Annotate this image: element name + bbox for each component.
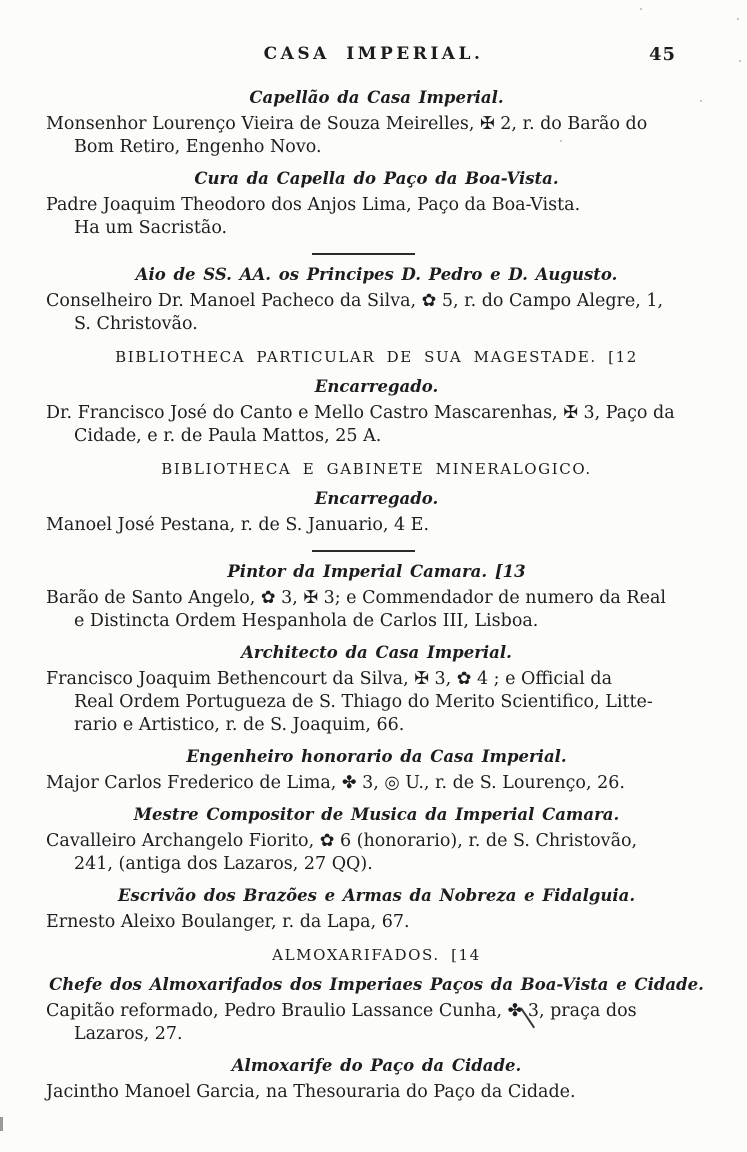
office-heading: Architecto da Casa Imperial.	[241, 643, 512, 662]
section-divider	[312, 253, 415, 255]
directory-entry	[46, 514, 707, 537]
directory-entry	[46, 911, 707, 934]
scan-speck	[700, 100, 702, 102]
directory-entry	[46, 1000, 707, 1046]
directory-entry	[46, 194, 707, 240]
office-heading: Encarregado.	[314, 489, 439, 508]
entry-line: Lazaros, 27.	[74, 1024, 183, 1044]
entry-line: Cavalleiro Archangelo Fiorito, ✿ 6 (honorario), r. de S. Christovão,	[46, 831, 638, 851]
entry-line: Major Carlos Frederico de Lima, ✤ 3, ◎ U., r. de S. Lourenço, 26.	[46, 773, 625, 793]
directory-entry	[46, 113, 707, 159]
running-head	[0, 44, 747, 66]
page-number: 45	[648, 44, 676, 65]
entry-line: Bom Retiro, Engenho Novo.	[74, 137, 322, 157]
entry-line: Ha um Sacristão.	[74, 218, 228, 238]
entry-line: Dr. Francisco José do Canto e Mello Castro Mascarenhas, ✠ 3, Paço da	[46, 403, 675, 423]
entry-line: Capitão reformado, Pedro Braulio Lassance Cunha, ✤ 3, praça dos	[46, 1001, 637, 1021]
directory-entry	[46, 290, 707, 336]
office-heading: Chefe dos Almoxarifados dos Imperiaes Paços da Boa-Vista e Cidade.	[49, 975, 704, 994]
entry-line: Padre Joaquim Theodoro dos Anjos Lima, Paço da Boa-Vista.	[46, 195, 581, 215]
office-heading: Escrivão dos Brazões e Armas da Nobreza e Fidalguia.	[117, 886, 636, 905]
entry-line: Real Ordem Portugueza de S. Thiago do Merito Scientifico, Litte-	[74, 692, 653, 712]
directory-entry	[46, 587, 707, 633]
entry-line: Ernesto Aleixo Boulanger, r. da Lapa, 67.	[46, 912, 410, 932]
office-heading: Capellão da Casa Imperial.	[249, 88, 504, 107]
entry-line: Conselheiro Dr. Manoel Pacheco da Silva, ✿ 5, r. do Campo Alegre, 1,	[46, 291, 664, 311]
directory-entry	[46, 402, 707, 448]
directory-entry	[46, 668, 707, 737]
directory-entry	[46, 1081, 707, 1104]
office-heading: Aio de SS. AA. os Principes D. Pedro e D. Augusto.	[135, 265, 618, 284]
office-heading: Mestre Compositor de Musica da Imperial Camara.	[133, 805, 620, 824]
entry-line: S. Christovão.	[74, 314, 198, 334]
office-heading: Pintor da Imperial Camara. [13	[227, 562, 526, 581]
scan-artifact-edge-mark	[0, 1117, 3, 1131]
entry-line: Jacintho Manoel Garcia, na Thesouraria do Paço da Cidade.	[46, 1082, 576, 1102]
scan-speck	[640, 8, 642, 10]
directory-entry	[46, 772, 707, 795]
section-heading: BIBLIOTHECA E GABINETE MINERALOGICO.	[161, 460, 592, 478]
entry-line: rario e Artistico, r. de S. Joaquim, 66.	[74, 715, 405, 735]
office-heading: Encarregado.	[314, 377, 439, 396]
office-heading: Almoxarife do Paço da Cidade.	[231, 1056, 522, 1075]
directory-entry	[46, 830, 707, 876]
entry-line: Francisco Joaquim Bethencourt da Silva, ✠ 3, ✿ 4 ; e Official da	[46, 669, 613, 689]
entry-line: Manoel José Pestana, r. de S. Januario, 4 E.	[46, 515, 430, 535]
entry-line: e Distincta Ordem Hespanhola de Carlos III, Lisboa.	[74, 611, 539, 631]
section-heading: BIBLIOTHECA PARTICULAR DE SUA MAGESTADE. [12	[115, 348, 638, 366]
scan-speck	[739, 60, 741, 62]
page-body	[46, 78, 707, 1108]
office-heading: Cura da Capella do Paço da Boa-Vista.	[194, 169, 559, 188]
entry-line: Barão de Santo Angelo, ✿ 3, ✠ 3; e Commendador de numero da Real	[46, 588, 666, 608]
scan-speck	[737, 18, 739, 20]
page-title: CASA IMPERIAL.	[263, 44, 484, 64]
section-heading: ALMOXARIFADOS. [14	[272, 946, 481, 964]
entry-line: Monsenhor Lourenço Vieira de Souza Meirelles, ✠ 2, r. do Barão do	[46, 114, 648, 134]
section-divider	[312, 550, 415, 552]
scan-speck	[560, 140, 562, 142]
entry-line: 241, (antiga dos Lazaros, 27 QQ).	[74, 854, 373, 874]
office-heading: Engenheiro honorario da Casa Imperial.	[186, 747, 567, 766]
entry-line: Cidade, e r. de Paula Mattos, 25 A.	[74, 426, 382, 446]
